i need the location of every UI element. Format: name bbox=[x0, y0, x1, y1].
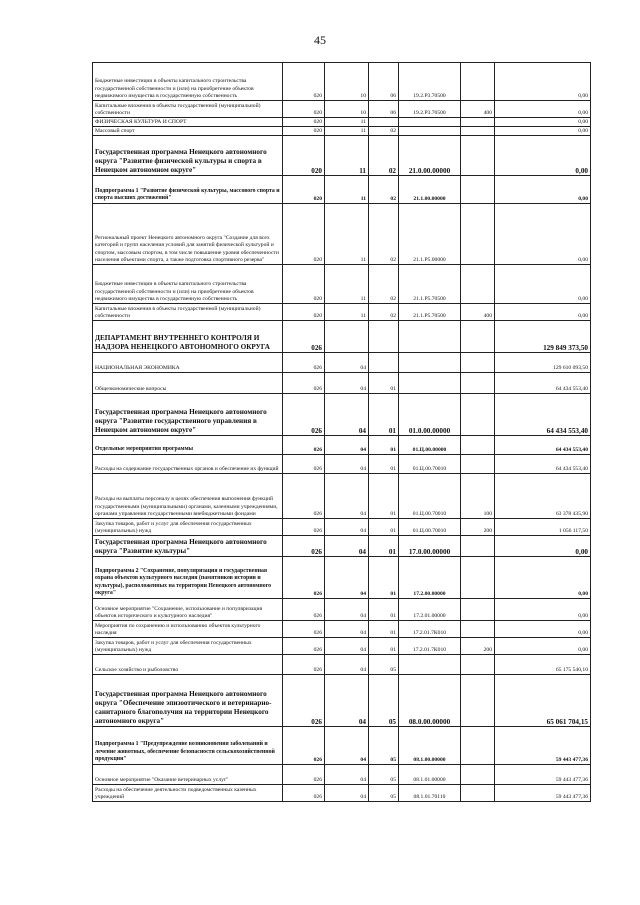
table-row bbox=[93, 63, 591, 101]
row-amount: 0,00 bbox=[495, 204, 591, 265]
row-amount: 0,00 bbox=[495, 176, 591, 204]
row-name: Общеэкономические вопросы bbox=[93, 373, 283, 394]
row-target-article: 21.1.00.00000 bbox=[399, 176, 461, 204]
row-expense-type bbox=[461, 204, 495, 265]
row-grbs: 020 bbox=[283, 118, 325, 127]
row-name: Государственная программа Ненецкого автономного округа "Обеспечение эпизоотического и ветеринарно-санитарного благополучия на территории Ненецкого автономного округа" bbox=[93, 675, 283, 727]
row-target-article bbox=[399, 127, 461, 136]
row-subsection bbox=[369, 353, 399, 373]
table-row bbox=[93, 621, 591, 638]
table-row bbox=[93, 536, 591, 557]
row-section: 10 bbox=[325, 101, 369, 118]
row-amount: 0,00 bbox=[495, 621, 591, 638]
row-expense-type bbox=[461, 394, 495, 436]
table-row bbox=[93, 373, 591, 394]
row-section: 04 bbox=[325, 519, 369, 536]
row-name: Сельское хозяйство и рыболовство bbox=[93, 655, 283, 675]
page-number: 45 bbox=[314, 33, 326, 47]
row-expense-type bbox=[461, 727, 495, 765]
row-amount: 63 378 435,90 bbox=[495, 474, 591, 519]
row-target-article: 21.1.Р5.00000 bbox=[399, 204, 461, 265]
row-target-article: 01.Ц.00.70010 bbox=[399, 455, 461, 474]
row-target-article: 01.Ц.00.00000 bbox=[399, 436, 461, 455]
row-name: Расходы на содержание государственных органов и обеспечение их функций bbox=[93, 455, 283, 474]
row-grbs: 020 bbox=[283, 63, 325, 101]
row-target-article: 21.1.Р5.70500 bbox=[399, 304, 461, 321]
row-target-article: 17.2.01.7К010 bbox=[399, 621, 461, 638]
row-expense-type bbox=[461, 136, 495, 176]
row-amount: 64 434 553,40 bbox=[495, 394, 591, 436]
row-name: Закупка товаров, работ и услуг для обеспечения государственных (муниципальных) нужд bbox=[93, 519, 283, 536]
row-expense-type: 400 bbox=[461, 101, 495, 118]
row-target-article: 01.Ц.00.70010 bbox=[399, 519, 461, 536]
row-name: Основное мероприятие "Оказание ветеринарных услуг" bbox=[93, 765, 283, 785]
row-amount: 0,00 bbox=[495, 127, 591, 136]
table-row bbox=[93, 321, 591, 353]
table-row bbox=[93, 127, 591, 136]
row-section: 04 bbox=[325, 373, 369, 394]
table-row bbox=[93, 265, 591, 304]
row-subsection: 05 bbox=[369, 727, 399, 765]
row-section: 11 bbox=[325, 204, 369, 265]
row-name: Бюджетные инвестиции в объекты капитального строительства государственной собственности и (или) на приобретение объектов недвижимого имущества в государственную собственность bbox=[93, 265, 283, 304]
row-section: 04 bbox=[325, 655, 369, 675]
row-section: 04 bbox=[325, 727, 369, 765]
row-subsection: 01 bbox=[369, 436, 399, 455]
row-expense-type bbox=[461, 321, 495, 353]
row-grbs: 026 bbox=[283, 373, 325, 394]
row-expense-type bbox=[461, 436, 495, 455]
row-name: Закупка товаров, работ и услуг для обеспечения государственных (муниципальных) нужд bbox=[93, 638, 283, 655]
row-expense-type: 200 bbox=[461, 519, 495, 536]
row-grbs: 026 bbox=[283, 765, 325, 785]
row-name: Расходы на выплаты персоналу в целях обеспечения выполнения функций государственными (муниципальными) органами, казенными учреждениями, органами управления государственными внебюджетными фондами bbox=[93, 474, 283, 519]
row-target-article bbox=[399, 373, 461, 394]
row-target-article: 17.2.01.7К010 bbox=[399, 638, 461, 655]
row-target-article: 08.0.00.00000 bbox=[399, 675, 461, 727]
row-section: 10 bbox=[325, 63, 369, 101]
row-amount: 0,00 bbox=[495, 638, 591, 655]
row-grbs: 026 bbox=[283, 727, 325, 765]
row-grbs: 026 bbox=[283, 599, 325, 621]
row-target-article: 19.2.Р3.70500 bbox=[399, 63, 461, 101]
row-target-article: 08.1.00.00000 bbox=[399, 727, 461, 765]
row-section: 04 bbox=[325, 474, 369, 519]
row-name: Массовый спорт bbox=[93, 127, 283, 136]
row-amount: 0,00 bbox=[495, 599, 591, 621]
row-subsection bbox=[369, 118, 399, 127]
row-target-article: 17.2.01.00000 bbox=[399, 599, 461, 621]
row-subsection: 01 bbox=[369, 394, 399, 436]
row-section: 04 bbox=[325, 353, 369, 373]
row-target-article: 08.1.01.70110 bbox=[399, 785, 461, 802]
row-target-article bbox=[399, 353, 461, 373]
row-section: 04 bbox=[325, 557, 369, 599]
row-name: Государственная программа Ненецкого автономного округа "Развитие физической культуры и спорта в Ненецком автономном округе" bbox=[93, 136, 283, 176]
row-grbs: 026 bbox=[283, 675, 325, 727]
row-grbs: 020 bbox=[283, 265, 325, 304]
row-name: ФИЗИЧЕСКАЯ КУЛЬТУРА И СПОРТ bbox=[93, 118, 283, 127]
row-section: 04 bbox=[325, 638, 369, 655]
row-expense-type bbox=[461, 655, 495, 675]
budget-table-body bbox=[93, 63, 591, 802]
row-amount: 64 434 553,40 bbox=[495, 373, 591, 394]
row-expense-type bbox=[461, 118, 495, 127]
row-section: 04 bbox=[325, 536, 369, 557]
row-subsection: 01 bbox=[369, 638, 399, 655]
row-subsection: 01 bbox=[369, 474, 399, 519]
row-section: 04 bbox=[325, 765, 369, 785]
row-subsection: 02 bbox=[369, 204, 399, 265]
row-name: Капитальные вложения в объекты государственной (муниципальной) собственности bbox=[93, 101, 283, 118]
row-grbs: 026 bbox=[283, 436, 325, 455]
row-expense-type bbox=[461, 373, 495, 394]
row-amount: 59 443 477,36 bbox=[495, 785, 591, 802]
row-grbs: 020 bbox=[283, 101, 325, 118]
row-subsection: 02 bbox=[369, 265, 399, 304]
row-subsection: 01 bbox=[369, 455, 399, 474]
table-row bbox=[93, 765, 591, 785]
row-section: 04 bbox=[325, 436, 369, 455]
row-grbs: 026 bbox=[283, 455, 325, 474]
table-row bbox=[93, 785, 591, 802]
table-row bbox=[93, 519, 591, 536]
row-grbs: 020 bbox=[283, 176, 325, 204]
row-section: 11 bbox=[325, 265, 369, 304]
row-name: Мероприятия по сохранению и использованию объектов культурного наследия bbox=[93, 621, 283, 638]
row-amount: 0,00 bbox=[495, 304, 591, 321]
row-subsection: 01 bbox=[369, 557, 399, 599]
row-section: 11 bbox=[325, 136, 369, 176]
table-row bbox=[93, 176, 591, 204]
row-grbs: 020 bbox=[283, 304, 325, 321]
row-target-article: 19.2.Р3.70500 bbox=[399, 101, 461, 118]
table-row bbox=[93, 455, 591, 474]
row-expense-type bbox=[461, 127, 495, 136]
row-target-article: 01.Ц.00.70010 bbox=[399, 474, 461, 519]
table-row bbox=[93, 394, 591, 436]
row-subsection: 01 bbox=[369, 599, 399, 621]
row-section: 04 bbox=[325, 599, 369, 621]
row-grbs: 020 bbox=[283, 136, 325, 176]
row-expense-type bbox=[461, 63, 495, 101]
row-name: Расходы на обеспечение деятельности подведомственных казенных учреждений bbox=[93, 785, 283, 802]
row-subsection: 01 bbox=[369, 621, 399, 638]
row-target-article: 08.1.01.00000 bbox=[399, 765, 461, 785]
table-row bbox=[93, 655, 591, 675]
row-expense-type bbox=[461, 455, 495, 474]
row-grbs: 026 bbox=[283, 621, 325, 638]
row-name: Бюджетные инвестиции в объекты капитального строительства государственной собственности и (или) на приобретение объектов недвижимого имущества в государственную собственность bbox=[93, 63, 283, 101]
row-name: Подпрограмма 2 "Сохранение, популяризация и государственная охрана объектов культурного наследия (памятников истории и культуры), расположенных на территории Ненецкого автономного округа" bbox=[93, 557, 283, 599]
row-grbs: 020 bbox=[283, 204, 325, 265]
row-grbs: 026 bbox=[283, 557, 325, 599]
row-subsection: 01 bbox=[369, 373, 399, 394]
row-expense-type bbox=[461, 785, 495, 802]
row-target-article: 21.0.00.00000 bbox=[399, 136, 461, 176]
row-name: Подпрограмма 1 "Развитие физической культуры, массового спорта и спорта высших достижений" bbox=[93, 176, 283, 204]
row-grbs: 020 bbox=[283, 127, 325, 136]
row-expense-type bbox=[461, 557, 495, 599]
row-expense-type bbox=[461, 621, 495, 638]
row-grbs: 026 bbox=[283, 785, 325, 802]
row-section bbox=[325, 321, 369, 353]
row-subsection: 02 bbox=[369, 176, 399, 204]
row-expense-type bbox=[461, 536, 495, 557]
row-grbs: 026 bbox=[283, 519, 325, 536]
row-section: 04 bbox=[325, 621, 369, 638]
row-subsection: 05 bbox=[369, 675, 399, 727]
row-name: Государственная программа Ненецкого автономного округа "Развитие культуры" bbox=[93, 536, 283, 557]
table-row bbox=[93, 557, 591, 599]
row-section: 11 bbox=[325, 118, 369, 127]
row-amount: 0,00 bbox=[495, 265, 591, 304]
row-target-article: 17.2.00.00000 bbox=[399, 557, 461, 599]
row-section: 04 bbox=[325, 675, 369, 727]
row-amount: 129 849 373,50 bbox=[495, 321, 591, 353]
row-expense-type: 200 bbox=[461, 638, 495, 655]
table-row bbox=[93, 204, 591, 265]
table-row bbox=[93, 101, 591, 118]
row-name: НАЦИОНАЛЬНАЯ ЭКОНОМИКА bbox=[93, 353, 283, 373]
row-subsection: 05 bbox=[369, 655, 399, 675]
table-row bbox=[93, 675, 591, 727]
row-amount: 129 610 093,50 bbox=[495, 353, 591, 373]
row-amount: 65 175 540,10 bbox=[495, 655, 591, 675]
row-expense-type bbox=[461, 599, 495, 621]
row-amount: 64 434 553,40 bbox=[495, 455, 591, 474]
row-target-article bbox=[399, 321, 461, 353]
row-amount: 59 443 477,36 bbox=[495, 765, 591, 785]
row-amount: 0,00 bbox=[495, 63, 591, 101]
row-grbs: 026 bbox=[283, 394, 325, 436]
row-name: ДЕПАРТАМЕНТ ВНУТРЕННЕГО КОНТРОЛЯ И НАДЗОРА НЕНЕЦКОГО АВТОНОМНОГО ОКРУГА bbox=[93, 321, 283, 353]
row-expense-type bbox=[461, 176, 495, 204]
row-amount: 0,00 bbox=[495, 101, 591, 118]
table-row bbox=[93, 474, 591, 519]
table-row bbox=[93, 136, 591, 176]
row-section: 11 bbox=[325, 127, 369, 136]
row-name: Отдельные мероприятия программы bbox=[93, 436, 283, 455]
row-grbs: 026 bbox=[283, 655, 325, 675]
row-name: Основное мероприятие "Сохранение, использование и популяризация объектов исторического и культурного наследия" bbox=[93, 599, 283, 621]
row-name: Региональный проект Ненецкого автономного округа "Создание для всех категорий и групп населения условий для занятий физической культурой и спортом, массовым спортом, в том числе повышение уровня обеспеченности населения объектами спорта, а также подготовка спортивного резерва" bbox=[93, 204, 283, 265]
row-section: 04 bbox=[325, 455, 369, 474]
row-section: 04 bbox=[325, 785, 369, 802]
row-target-article: 01.0.00.00000 bbox=[399, 394, 461, 436]
row-subsection: 05 bbox=[369, 785, 399, 802]
row-amount: 0,00 bbox=[495, 557, 591, 599]
row-expense-type bbox=[461, 765, 495, 785]
table-row bbox=[93, 118, 591, 127]
budget-table bbox=[92, 62, 591, 802]
row-amount: 64 434 553,40 bbox=[495, 436, 591, 455]
row-subsection: 01 bbox=[369, 536, 399, 557]
table-row bbox=[93, 304, 591, 321]
row-target-article bbox=[399, 655, 461, 675]
row-grbs: 026 bbox=[283, 638, 325, 655]
row-grbs: 026 bbox=[283, 353, 325, 373]
row-target-article bbox=[399, 118, 461, 127]
row-subsection: 02 bbox=[369, 127, 399, 136]
row-expense-type bbox=[461, 353, 495, 373]
row-target-article: 17.0.00.00000 bbox=[399, 536, 461, 557]
row-name: Подпрограмма 1 "Предупреждение возникновения заболеваний и лечение животных, обеспечение безопасности сельскохозяйственной продукции" bbox=[93, 727, 283, 765]
row-amount: 0,00 bbox=[495, 118, 591, 127]
row-subsection: 01 bbox=[369, 519, 399, 536]
table-row bbox=[93, 638, 591, 655]
row-grbs: 026 bbox=[283, 321, 325, 353]
row-expense-type bbox=[461, 675, 495, 727]
row-expense-type: 100 bbox=[461, 474, 495, 519]
table-row bbox=[93, 599, 591, 621]
table-row bbox=[93, 727, 591, 765]
row-subsection: 02 bbox=[369, 136, 399, 176]
row-expense-type bbox=[461, 265, 495, 304]
row-subsection bbox=[369, 321, 399, 353]
row-grbs: 026 bbox=[283, 536, 325, 557]
row-name: Государственная программа Ненецкого автономного округа "Развитие государственного управления в Ненецком автономном округе" bbox=[93, 394, 283, 436]
row-section: 11 bbox=[325, 176, 369, 204]
row-amount: 1 056 117,50 bbox=[495, 519, 591, 536]
row-amount: 0,00 bbox=[495, 136, 591, 176]
row-target-article: 21.1.Р5.70500 bbox=[399, 265, 461, 304]
row-subsection: 05 bbox=[369, 765, 399, 785]
row-subsection: 06 bbox=[369, 63, 399, 101]
row-section: 11 bbox=[325, 304, 369, 321]
row-amount: 0,00 bbox=[495, 536, 591, 557]
row-subsection: 06 bbox=[369, 101, 399, 118]
row-grbs: 026 bbox=[283, 474, 325, 519]
row-amount: 59 443 477,36 bbox=[495, 727, 591, 765]
row-name: Капитальные вложения в объекты государственной (муниципальной) собственности bbox=[93, 304, 283, 321]
table-row bbox=[93, 436, 591, 455]
row-expense-type: 400 bbox=[461, 304, 495, 321]
row-amount: 65 061 704,15 bbox=[495, 675, 591, 727]
row-subsection: 02 bbox=[369, 304, 399, 321]
row-section: 04 bbox=[325, 394, 369, 436]
table-row bbox=[93, 353, 591, 373]
